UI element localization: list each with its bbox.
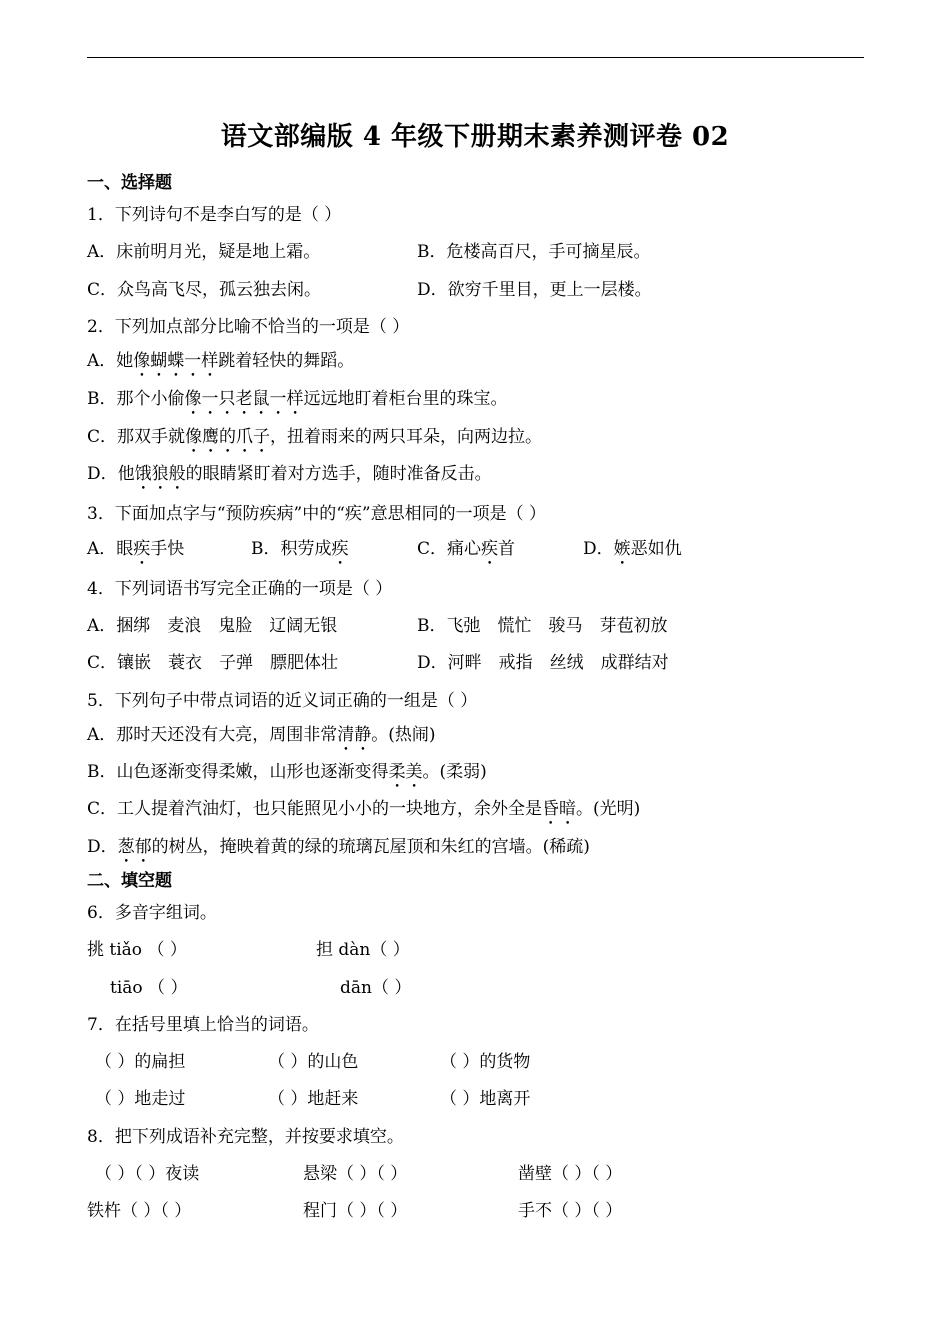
q2-option-b <box>87 388 508 419</box>
q3-a-pre: A．眼 <box>87 539 134 559</box>
q3-b-dotted: 疾 <box>331 539 349 559</box>
q2-d-post: 的眼睛紧盯着对方选手，随时准备反击。 <box>185 464 492 484</box>
section-heading-fill: 二、填空题 <box>87 871 172 891</box>
q5-d-dotted: 葱郁 <box>117 837 152 857</box>
q3-d-dotted: 嫉 <box>613 539 631 559</box>
q3-option-c <box>417 538 515 569</box>
q5-option-c <box>87 798 640 829</box>
q3-c-pre: C．痛心 <box>417 539 482 559</box>
q8-stem: 8．把下列成语补充完整，并按要求填空。 <box>87 1127 404 1147</box>
q2-b-post: 远远地盯着柜台里的珠宝。 <box>303 389 508 409</box>
page-title: 语文部编版 4 年级下册期末素养测评卷 02 <box>220 122 730 152</box>
q3-d-post: 恶如仇 <box>630 539 682 559</box>
q7-blank-4: （ ）地走过 <box>95 1089 186 1109</box>
q5-c-pre: C．工人提着汽油灯，也只能照见小小的一块地方，余外全是 <box>87 799 543 819</box>
q3-b-pre: B．积劳成 <box>251 539 332 559</box>
q5-option-a <box>87 724 436 755</box>
q5-a-post: 。(热闹) <box>371 725 436 745</box>
q2-option-a <box>87 350 354 381</box>
q3-stem: 3．下面加点字与“预防疾病”中的“疾”意思相同的一项是（ ） <box>87 504 546 524</box>
header-rule <box>87 57 864 58</box>
q3-a-post: 手快 <box>150 539 185 559</box>
q7-blank-6: （ ）地离开 <box>440 1089 531 1109</box>
q1-option-d: D．欲穷千里目，更上一层楼。 <box>417 280 652 300</box>
q3-c-post: 首 <box>498 539 516 559</box>
q4-option-b: B．飞弛 慌忙 骏马 芽苞初放 <box>417 616 668 636</box>
q5-d-post: 的树丛，掩映着黄的绿的琉璃瓦屋顶和朱红的宫墙。(稀疏) <box>151 837 590 857</box>
q8-idiom-6: 手不（ ）（ ） <box>518 1201 623 1221</box>
q2-d-dotted: 饿狼般 <box>134 464 186 484</box>
q6-tiao3: 挑 tiǎo （ ） <box>87 940 187 960</box>
q2-b-dotted: 像一只老鼠一样 <box>184 389 304 409</box>
q5-b-pre: B．山色逐渐变得柔嫩，山形也逐渐变得 <box>87 762 389 782</box>
q6-dan1: dān（ ） <box>340 978 412 998</box>
q2-d-pre: D．他 <box>87 464 135 484</box>
q6-tiao1: tiāo （ ） <box>110 978 188 998</box>
q5-a-pre: A．那时天还没有大亮，周围非常 <box>87 725 338 745</box>
q1-option-c: C．众鸟高飞尽，孤云独去闲。 <box>87 280 322 300</box>
q5-option-d <box>87 836 590 867</box>
q2-a-pre: A．她 <box>87 351 134 371</box>
q7-stem: 7．在括号里填上恰当的词语。 <box>87 1015 319 1035</box>
q2-c-dotted: 像鹰的爪子 <box>185 427 271 447</box>
q5-d-pre: D． <box>87 837 118 857</box>
q7-blank-2: （ ）的山色 <box>268 1052 359 1072</box>
q2-option-c <box>87 426 542 457</box>
q2-a-post: 跳着轻快的舞蹈。 <box>218 351 355 371</box>
q8-idiom-2: 悬梁（ ）（ ） <box>303 1164 408 1184</box>
q5-b-dotted: 柔美 <box>388 762 423 782</box>
section-heading-choice: 一、选择题 <box>87 173 172 193</box>
q3-option-d <box>583 538 682 569</box>
q1-option-a: A．床前明月光，疑是地上霜。 <box>87 242 321 262</box>
q2-stem: 2．下列加点部分比喻不恰当的一项是（ ） <box>87 317 410 337</box>
q4-option-d: D．河畔 戒指 丝绒 成群结对 <box>417 653 669 673</box>
q5-stem: 5．下列句子中带点词语的近义词正确的一组是（ ） <box>87 691 478 711</box>
q8-idiom-5: 程门（ ）（ ） <box>303 1201 408 1221</box>
q3-option-a <box>87 538 184 569</box>
q4-option-a: A．捆绑 麦浪 鬼脸 辽阔无银 <box>87 616 338 636</box>
q2-c-post: ，扭着雨来的两只耳朵，向两边拉。 <box>270 427 543 447</box>
q7-blank-5: （ ）地赶来 <box>268 1089 359 1109</box>
q3-c-dotted: 疾 <box>481 539 499 559</box>
q3-a-dotted: 疾 <box>133 539 151 559</box>
q2-a-dotted: 像蝴蝶一样 <box>133 351 219 371</box>
q5-b-post: 。(柔弱) <box>422 762 487 782</box>
q8-idiom-3: 凿壁（ ）（ ） <box>518 1164 623 1184</box>
q4-stem: 4．下列词语书写完全正确的一项是（ ） <box>87 579 393 599</box>
q5-c-dotted: 昏暗 <box>542 799 577 819</box>
q2-b-pre: B．那个小偷 <box>87 389 185 409</box>
q2-option-d <box>87 463 492 494</box>
q7-blank-1: （ ）的扁担 <box>95 1052 186 1072</box>
q5-c-post: 。(光明) <box>576 799 641 819</box>
q4-option-c: C．镶嵌 蓑衣 子弹 膘肥体壮 <box>87 653 339 673</box>
q6-dan4: 担 dàn（ ） <box>316 940 410 960</box>
q1-stem: 1．下列诗句不是李白写的是（ ） <box>87 205 342 225</box>
q2-c-pre: C．那双手就 <box>87 427 186 447</box>
q5-a-dotted: 清静 <box>337 725 372 745</box>
q8-idiom-1: （ ）（ ）夜读 <box>95 1164 200 1184</box>
q7-blank-3: （ ）的货物 <box>440 1052 531 1072</box>
q3-d-pre: D． <box>583 539 614 559</box>
q5-option-b <box>87 761 487 792</box>
q3-option-b <box>251 538 349 569</box>
q8-idiom-4: 铁杵（ ）（ ） <box>87 1201 192 1221</box>
q6-stem: 6．多音字组词。 <box>87 903 217 923</box>
q1-option-b: B．危楼高百尺，手可摘星辰。 <box>417 242 651 262</box>
